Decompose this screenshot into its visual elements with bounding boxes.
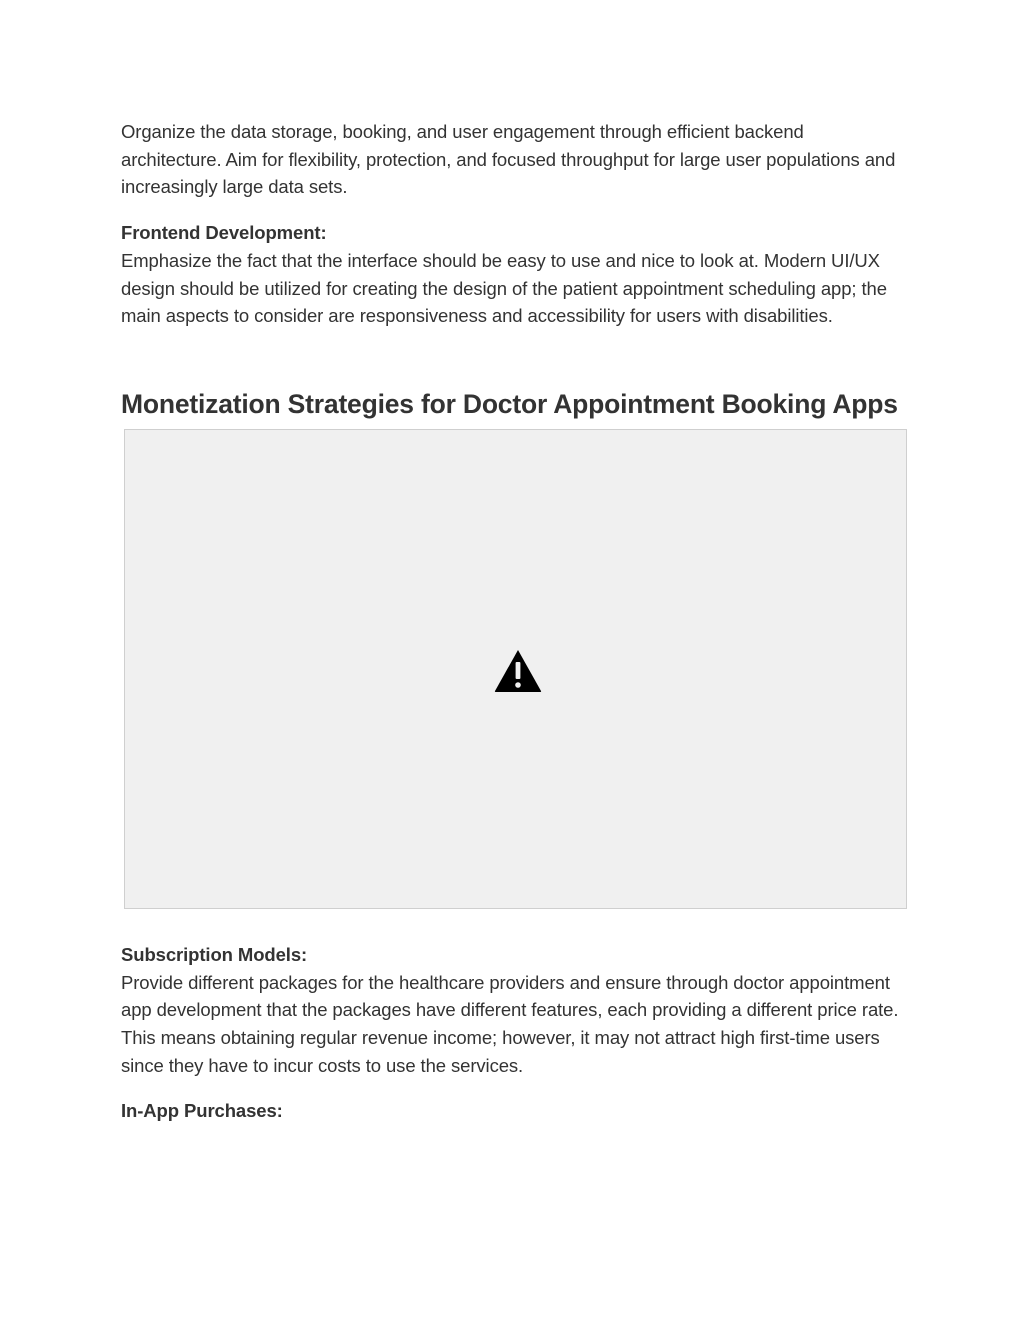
intro-paragraph: Organize the data storage, booking, and user engagement through efficient backend architecture. Aim for flexibility, protection, and focused throughput for large user populations and increasingly large data sets. <box>121 121 896 198</box>
frontend-paragraph <box>121 219 907 330</box>
inapp-label: In-App Purchases: <box>121 1100 283 1122</box>
warning-icon <box>494 649 542 693</box>
inapp-paragraph <box>121 1097 907 1125</box>
frontend-label: Frontend Development: <box>121 222 327 244</box>
document-page <box>121 118 907 1125</box>
subscription-label: Subscription Models: <box>121 943 308 965</box>
subscription-text: Provide different packages for the healthcare providers and ensure through doctor appointment app development that the packages have different features, each providing a different price rate. This means obtaining regular revenue income; however, it may not attract high first-time users since they have to incur costs to use the services. <box>121 971 899 1076</box>
broken-image-placeholder <box>124 429 907 909</box>
subscription-paragraph <box>121 941 907 1080</box>
frontend-text: Emphasize the fact that the interface should be easy to use and nice to look at. Modern UI/UX design should be utilized for creating the design of the patient appointment scheduling app; the main aspects to consider are responsiveness and accessibility for users with disabilities. <box>121 249 887 327</box>
section-heading: Monetization Strategies for Doctor Appointment Booking Apps <box>121 388 898 419</box>
